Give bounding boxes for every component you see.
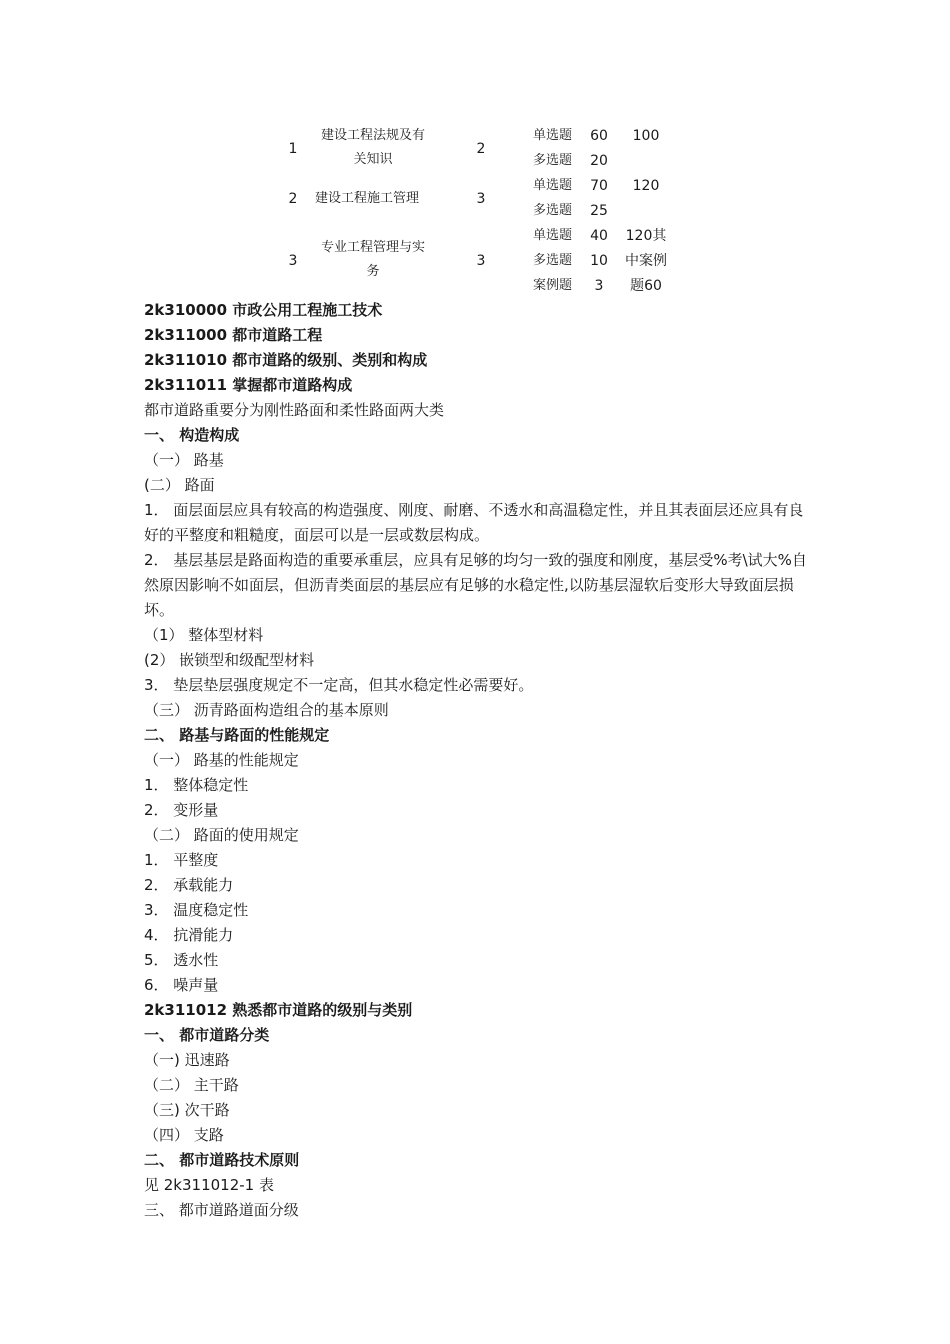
paragraph: 3． 垫层垫层强度规定不一定高，但其水稳定性必需要好。	[144, 676, 534, 694]
total-score: 中案例	[625, 253, 667, 269]
list-item: （三） 沥青路面构造组合的基本原则	[144, 701, 389, 719]
section-heading: 2k311010 都市道路的级别、类别和构成	[144, 351, 428, 369]
question-count: 3	[594, 278, 604, 294]
list-item: （一） 路基	[144, 451, 224, 469]
paragraph: 见 2k311012-1 表	[144, 1176, 274, 1194]
paragraph: 2． 基层基层是路面构造的重要承重层，应具有足够的均匀一致的强度和刚度，基层受%考\试大%自然原因影响不如面层，但沥青类面层的基层应有足够的水稳定性,以防基层湿软后变形大导致面层损坏。	[144, 551, 807, 619]
total-score: 120其	[625, 228, 667, 244]
list-item: (2） 嵌锁型和级配型材料	[144, 651, 315, 669]
subsection-heading: 三、 都市道路道面分级	[144, 1201, 299, 1219]
exam-hours: 3	[476, 253, 486, 269]
row-number: 3	[288, 253, 298, 269]
total-score: 100	[632, 128, 660, 144]
document-body	[144, 298, 814, 1223]
subject-name: 建设工程施工管理	[315, 191, 420, 206]
list-item: （三) 次干路	[144, 1101, 230, 1119]
list-item: （四） 支路	[144, 1126, 224, 1144]
question-type: 案例题	[533, 278, 573, 293]
exam-subjects-table	[275, 124, 695, 298]
list-item: 2． 变形量	[144, 801, 219, 819]
list-item: 5． 透水性	[144, 951, 219, 969]
total-score: 题60	[630, 278, 662, 294]
question-count: 60	[590, 128, 608, 144]
row-number: 1	[288, 141, 298, 157]
list-item: 1． 整体稳定性	[144, 776, 249, 794]
row-number: 2	[288, 191, 298, 207]
question-type: 单选题	[533, 178, 573, 193]
list-item: （二） 路面的使用规定	[144, 826, 299, 844]
section-heading: 2k311012 熟悉都市道路的级别与类别	[144, 1001, 413, 1019]
section-heading: 2k310000 市政公用工程施工技术	[144, 301, 383, 319]
paragraph: 都市道路重要分为刚性路面和柔性路面两大类	[144, 401, 445, 419]
list-item: （二） 主干路	[144, 1076, 239, 1094]
exam-hours: 3	[476, 191, 486, 207]
list-item: （一） 路基的性能规定	[144, 751, 299, 769]
question-count: 10	[590, 253, 608, 269]
subsection-heading: 二、 路基与路面的性能规定	[144, 726, 330, 744]
question-count: 20	[590, 153, 608, 169]
question-count: 70	[590, 178, 608, 194]
subsection-heading: 一、 构造构成	[144, 426, 240, 444]
list-item: （一) 迅速路	[144, 1051, 230, 1069]
total-score: 120	[632, 178, 660, 194]
question-type: 多选题	[533, 253, 573, 268]
question-type: 单选题	[533, 228, 573, 243]
section-heading: 2k311000 都市道路工程	[144, 326, 323, 344]
list-item: 4． 抗滑能力	[144, 926, 234, 944]
subject-name: 专业工程管理与实 务	[320, 240, 425, 279]
question-type: 多选题	[533, 203, 573, 218]
question-type: 多选题	[533, 153, 573, 168]
exam-hours: 2	[476, 141, 486, 157]
subsection-heading: 二、 都市道路技术原则	[144, 1151, 300, 1169]
list-item: 3． 温度稳定性	[144, 901, 249, 919]
section-heading: 2k311011 掌握都市道路构成	[144, 376, 353, 394]
list-item: (二） 路面	[144, 476, 215, 494]
list-item: 6． 噪声量	[144, 976, 219, 994]
list-item: 1． 平整度	[144, 851, 219, 869]
subject-name: 建设工程法规及有 关知识	[320, 128, 425, 167]
question-type: 单选题	[533, 128, 573, 143]
paragraph: 1． 面层面层应具有较高的构造强度、刚度、耐磨、不透水和高温稳定性，并且其表面层还应具有良好的平整度和粗糙度，面层可以是一层或数层构成。	[144, 501, 804, 544]
subsection-heading: 一、 都市道路分类	[144, 1026, 270, 1044]
list-item: 2． 承载能力	[144, 876, 234, 894]
question-count: 25	[590, 203, 608, 219]
question-count: 40	[590, 228, 608, 244]
list-item: （1） 整体型材料	[144, 626, 264, 644]
